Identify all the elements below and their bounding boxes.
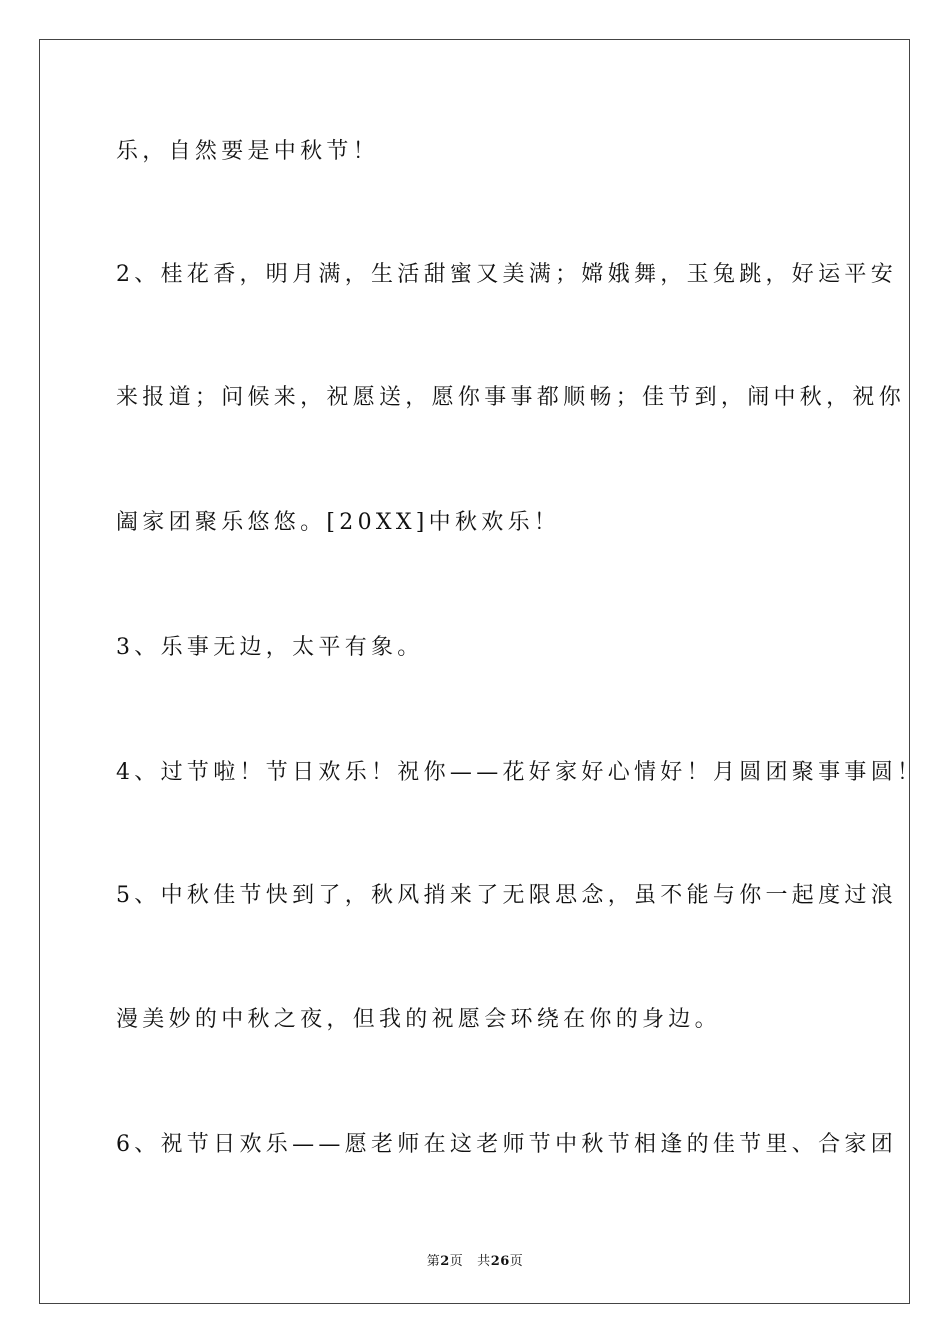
footer-total-suffix: 页: [509, 1254, 524, 1269]
text-line-5: 3、乐事无边，太平有象。: [116, 635, 424, 660]
footer-page-prefix: 第: [426, 1254, 441, 1269]
footer-page-number: 2: [440, 1254, 450, 1269]
text-line-3: 来报道；问候来，祝愿送，愿你事事都顺畅；佳节到，闹中秋，祝你: [116, 385, 906, 410]
page-footer: [0, 1250, 950, 1269]
text-line-9: 6、祝节日欢乐——愿老师在这老师节中秋节相逢的佳节里、合家团: [116, 1132, 897, 1157]
footer-page-suffix: 页: [449, 1254, 464, 1269]
page-border: [39, 39, 910, 1304]
footer-total-prefix: 共: [477, 1254, 491, 1269]
text-line-7: 5、中秋佳节快到了，秋风捎来了无限思念，虽不能与你一起度过浪: [116, 883, 897, 908]
text-line-1: 乐，自然要是中秋节！: [116, 139, 380, 164]
footer-total-pages: 26: [490, 1254, 510, 1269]
text-line-4: 阖家团聚乐悠悠。[20XX]中秋欢乐！: [116, 510, 561, 535]
text-line-2: 2、桂花香，明月满，生活甜蜜又美满；嫦娥舞，玉兔跳，好运平安: [116, 262, 897, 287]
text-line-6: 4、过节啦！节日欢乐！祝你——花好家好心情好！月圆团聚事事圆！: [116, 760, 924, 785]
text-line-8: 漫美妙的中秋之夜，但我的祝愿会环绕在你的身边。: [116, 1007, 721, 1032]
